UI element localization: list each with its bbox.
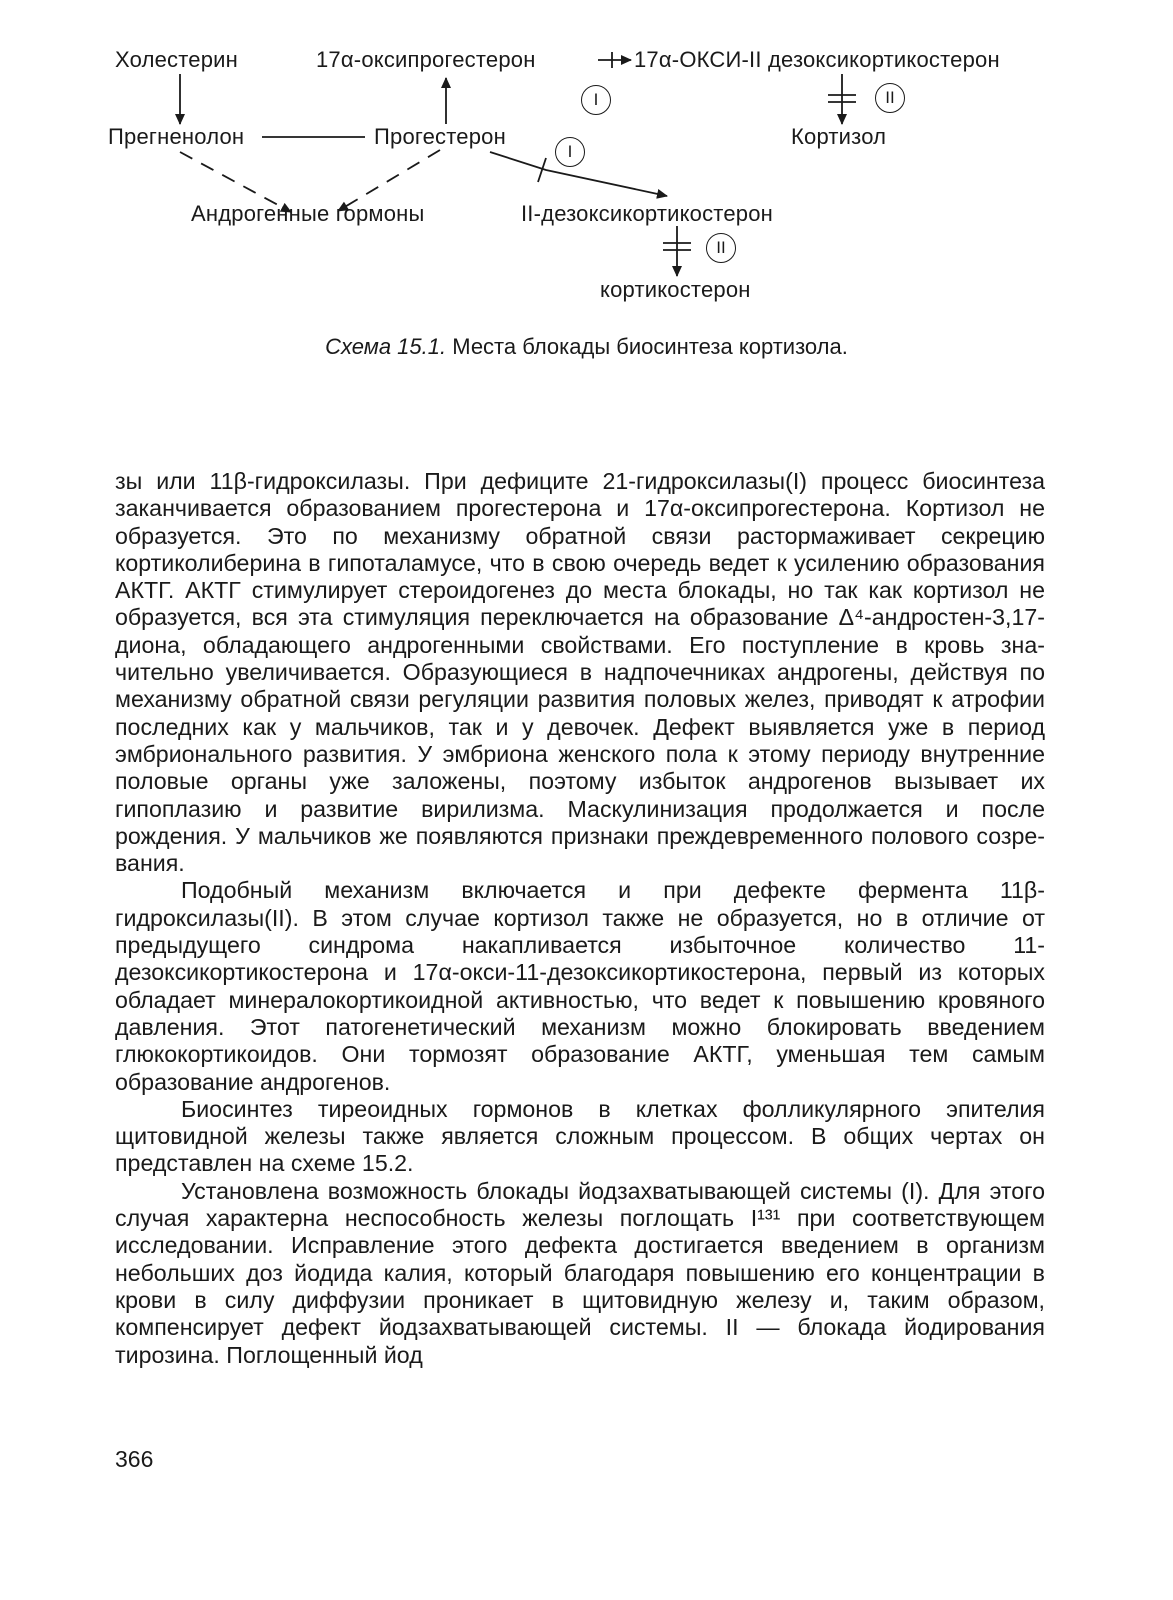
scheme-15-1 <box>0 0 1173 320</box>
page-number: 366 <box>115 1446 154 1472</box>
paragraph-4: Установлена возможность блокады йодзахватывающей системы (I). Для этого случая характерна неспособность железы поглощать I¹³¹ при соответствующем исследовании. Исправление этого дефекта достигается введением в организм небольших доз йодида калия, который благодаря повышению его концентрации в крови в силу диффузии проникает в щитовидную железу и, таким образом, компенсирует дефект йодзахватывающей системы. II — блокада йодирования тирозина. Поглощенный йод <box>115 1177 1045 1368</box>
scheme-caption <box>0 333 1173 361</box>
caption-label: Схема 15.1. <box>325 334 447 359</box>
node-androgens: Андрогенные гормоны <box>191 201 425 226</box>
block-mark-2: II <box>875 83 905 113</box>
paragraph-3: Биосинтез тиреоидных гормонов в клетках фолликулярного эпителия щитовидной железы также является сложным процессом. В общих чертах он представлен на схеме 15.2. <box>115 1095 1045 1177</box>
node-corticosterone: кортикостерон <box>600 277 751 302</box>
node-progesterone: Прогестерон <box>374 124 506 149</box>
paragraph-2: Подобный механизм включается и при дефекте фермента 11β-гидроксилазы(II). В этом случае кортизол также не образуется, но в отличие от предыдущего синдрома накапливается избыточное количество 11-дезоксикортикостерона и 17α-окси-11-дезоксикортикостерона, первый из которых обладает минералокортикоидной активностью, что ведет к повышению кровяного давления. Этот патогенетический механизм можно блокировать введением глюкокортикоидов. Они тормозят образование АКТГ, уменьшая тем самым образование андрогенов. <box>115 877 1045 1095</box>
block-mark-4: II <box>706 233 736 263</box>
node-cholesterol: Холестерин <box>115 47 238 72</box>
node-oxyprogesterone: 17α-оксипрогестерон <box>316 47 536 72</box>
block-mark-3: I <box>555 137 585 167</box>
body-text <box>115 468 1045 1369</box>
paragraph-1: зы или 11β-гидроксилазы. При дефиците 21-гидроксилазы(I) процесс биосинтеза заканчивается образованием прогестерона и 17α-оксипрогестерона. Кортизол не образуется. Это по механизму обратной связи растормаживает секрецию кортиколиберина в гипоталамусе, что в свою очередь ведет к усилению образования АКТГ. АКТГ стимулирует стероидогенез до места блокады, но так как кортизол не образуется, вся эта стимуляция переключается на образование Δ⁴-андростен-3,17-диона, обладающего андрогенными свойствами. Его поступление в кровь значительно увеличивается. Образующиеся в надпочечниках андрогены, действуя по механизму обратной связи регуляции развития половых желез, приводят к атрофии последних как у мальчиков, так и у девочек. Дефект выявляется уже в период эмбрионального развития. У эмбриона женского пола к этому периоду внутренние половые органы уже заложены, поэтому избыток андрогенов вызывает их гипоплазию и развитие вирилизма. Маскулинизация продолжается и после рождения. У мальчиков же появляются признаки преждевременного полового созревания. <box>115 468 1045 877</box>
block-mark-1: I <box>581 85 611 115</box>
node-pregnenolone: Прегненолон <box>108 124 245 149</box>
node-deoxycorticosterone: II-дезоксикортикостерон <box>521 201 773 226</box>
caption-text: Места блокады биосинтеза кортизола. <box>452 334 848 359</box>
node-oxy-deoxycorticosterone: 17α-ОКСИ-II дезоксикортикостерон <box>634 47 1000 72</box>
node-cortisol: Кортизол <box>791 124 887 149</box>
